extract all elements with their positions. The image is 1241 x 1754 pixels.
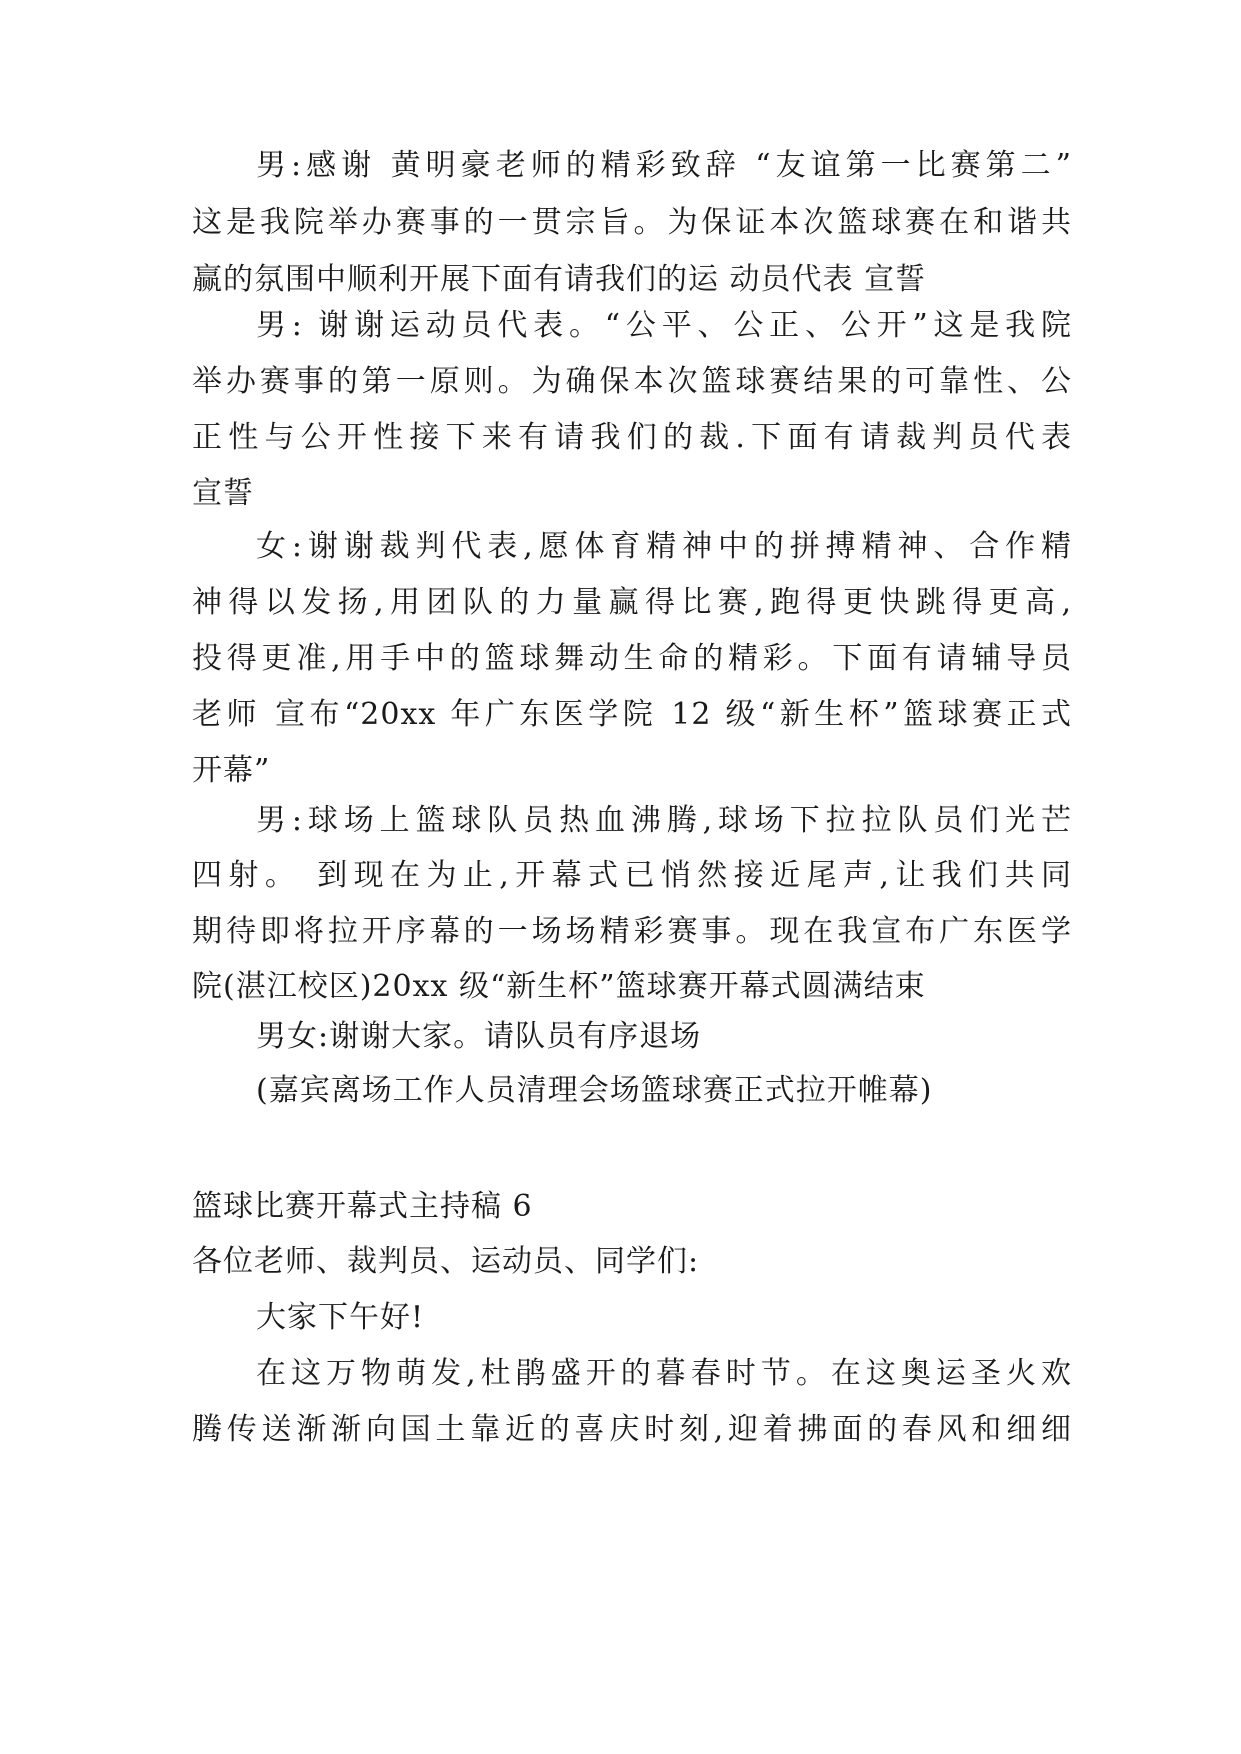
text-line: 各位老师、裁判员、运动员、同学们: (192, 1244, 700, 1279)
text-line: 男:感谢 黄明豪老师的精彩致辞 “友谊第一比赛第二” (256, 148, 1072, 183)
text-line: 大家下午好! (256, 1300, 425, 1335)
text-line: 男女:谢谢大家。请队员有序退场 (256, 1019, 702, 1054)
text-line: 正性与公开性接下来有请我们的裁.下面有请裁判员代表 (192, 420, 1072, 455)
text-line: 男:球场上篮球队员热血沸腾,球场下拉拉队员们光芒 (256, 803, 1072, 838)
text-line: 赢的氛围中顺利开展下面有请我们的运 动员代表 宣誓 (192, 262, 927, 297)
text-line: 投得更准,用手中的篮球舞动生命的精彩。下面有请辅导员 (192, 641, 1072, 676)
section-heading: 篮球比赛开幕式主持稿 6 (192, 1189, 533, 1224)
text-line: 这是我院举办赛事的一贯宗旨。为保证本次篮球赛在和谐共 (192, 205, 1072, 240)
text-line: 神得以发扬,用团队的力量赢得比赛,跑得更快跳得更高, (192, 585, 1072, 620)
text-line: 宣誓 (192, 476, 254, 511)
text-line: 期待即将拉开序幕的一场场精彩赛事。现在我宣布广东医学 (192, 914, 1072, 949)
text-line: 男: 谢谢运动员代表。“公平、公正、公开”这是我院 (256, 308, 1072, 343)
text-line: 在这万物萌发,杜鹃盛开的暮春时节。在这奥运圣火欢 (256, 1356, 1072, 1391)
text-line: 四射。 到现在为止,开幕式已悄然接近尾声,让我们共同 (192, 858, 1072, 893)
text-line: 院(湛江校区)20xx 级“新生杯”篮球赛开幕式圆满结束 (192, 969, 926, 1004)
text-line: 腾传送渐渐向国土靠近的喜庆时刻,迎着拂面的春风和细细 (192, 1412, 1072, 1447)
text-line: 开幕” (192, 753, 271, 788)
text-line: 女:谢谢裁判代表,愿体育精神中的拼搏精神、合作精 (256, 529, 1072, 564)
text-line: 举办赛事的第一原则。为确保本次篮球赛结果的可靠性、公 (192, 364, 1072, 399)
text-line: 老师 宣布“20xx 年广东医学院 12 级“新生杯”篮球赛正式 (192, 697, 1072, 732)
text-line: (嘉宾离场工作人员清理会场篮球赛正式拉开帷幕) (256, 1073, 933, 1108)
